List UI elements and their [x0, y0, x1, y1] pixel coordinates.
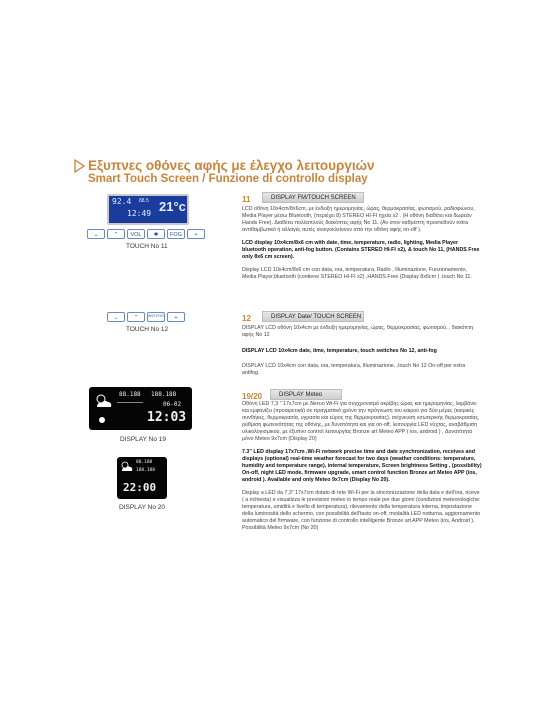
paragraph-italian: Display a LED da 7,3" 17x7cm dotato di rete Wi-Fi per la sincronizzazione della data e dell'ora, riceve ( a richiesta) e visualizza le previsioni meteo in tempo reale per due giorni (condizioni meteorologiche: temperatura, umidità e livello di temperatura), rilevamento della temperatura interna, impostazione della luminosità dello schermo, con possibilità dell'tasto on-off, modalità LED notturna, aggiornamento automatico del firmware, con funzione di controllo intelligente Bronze art APP Meteo (ios, Android ). Possibilità Meteo 9x7cm (No 20) [242, 490, 481, 531]
section-header-11: DISPLAY FM/TOUCH SCREEN [262, 192, 364, 203]
paragraph-italian: Display LCD 10x4cm/8x6 cm con data, ora, temperatura, Radio , Illuminazione, Funzionamento, Media Player,bluetooth (contiene STEREO HI-FI x2) ,HANDS Free (Display 8x6cm ) .touch No 11. [242, 267, 472, 280]
volume-button[interactable]: VOL [127, 229, 145, 239]
down-button[interactable]: ⌄ [107, 312, 125, 322]
caption-display-20: DISPLAY No 20 [118, 504, 165, 511]
paragraph-greek: DISPLAY LCD οθόνη 10x4cm με ένδειξη ημερομηνίας, ώρας, θερμοκρασίας, φωτισμού, , διακόπτη αφής Νο 12 [242, 325, 474, 338]
paragraph-greek: LCD οθόνη 10x4cm/8x6cm, με ένδειξη ημερομηνίας, ώρας, θερμοκρασίας, φωτισμού, ραδιοφώνου, Media Player μέσω Bluetooth, (περιέχει 8) STEREO HI-FI ηχεία x2 . (Η οθόνη διαθέτει και δωρεάν Hands Free). Διαθέτει πολλαπλούς διακόπτες αφής Νο 11. (Αν στον καθρέπτη προστεθούν extra αντιθαμβωτικό ή αλλαγές αυτές ανοιγοκλείνουν από την οθόνη αφής on-off ). [242, 206, 475, 233]
section-number-19-20: 19/20 [242, 392, 263, 401]
paragraph-english: DISPLAY LCD 10x4cm date, time, temperature, touch switches No 12, anti-fog [242, 348, 437, 354]
lcd-divider [117, 402, 143, 403]
page-title-english: Smart Touch Screen / Funzione di controllo display [88, 173, 368, 185]
bluetooth-button[interactable]: ✱ [147, 229, 165, 239]
lcd-time: 12:03 [147, 410, 187, 425]
fog-button[interactable]: FOG [167, 229, 185, 239]
lcd-display-11 [107, 194, 189, 225]
anti-fog-button[interactable]: ANT-FOG [147, 312, 165, 322]
section-header-19-20: DISPLAY Meteo [270, 389, 342, 400]
down-button[interactable]: ⌄ [87, 229, 105, 239]
lcd-display-19 [89, 387, 192, 430]
section-number-12: 12 [242, 314, 251, 323]
weather-sun-icon [96, 414, 108, 426]
lcd-small-value: 88.5 [139, 198, 149, 204]
caption-touch-12: TOUCH No 12 [126, 326, 169, 333]
lcd-temp-2: 188.188 [136, 468, 155, 473]
lcd-time: 12:49 [127, 209, 152, 218]
paragraph-greek: Οθόνη LED 7,3 " 17x7cm με δίκτυο Wi-Fi για συγχρονισμό ακρίβής ώρας και ημερομηνίας, λαμβάνει και εμφανίζει (προαιρετικά) σε πραγματικό χρόνο την πρόγνωση του καιρού για δύο μέρες (καιρικές συνθήκες, θερμοκρασία, υγρασία και εύρος της θερμοκρασίας), ανίχνευση εσωτερικής θερμοκρασίας, ρύθμιση φωτεινότητας της οθόνης, με δυνατότητα και για on-off, λειτουργία LED νύχτας, αναβάθμιση υλικολογισμικού, με έξυπνο control λειτουργίας Bronze art Meteo APP ( ios, android ) , Δυνατότητα μόνο Meteo 9x7cm (Display 20) [242, 401, 480, 442]
up-button[interactable]: ⌃ [107, 229, 125, 239]
section-header-12: DISPLAY Date/ TOUCH SCREEN [262, 311, 364, 322]
lcd-top-left: 92.4 [112, 197, 132, 206]
paragraph-english: 7.3" LED display 17x7cm ,Wi-Fi network precise time and date synchronization, receives and displays (optional) real-time weather forecast for two days (weather conditions: temperature, humidity and temperature range), internal temperature, Screen brightness Setting , (possibility) On-off, night LED mode, firmware upgrade, smart control function Bronze art Meteo APP (ios, android ). Available and only Meteo 9x7cm (Display No 20). [242, 449, 482, 483]
lcd-time: 22:00 [123, 481, 157, 494]
paragraph-english: LCD display 10x4cm/8x6 cm with date, time, temperature, radio, lighting, Media Player bluetooth operation, anti-fog button. (Contains STEREO HI-FI x2), & touch No 11, (HANDS Free only 8x6 cm screen). [242, 240, 480, 260]
caption-display-19: DISPLAY No 19 [119, 436, 166, 443]
plus-button[interactable]: + [167, 312, 185, 322]
weather-cloud-icon [94, 392, 114, 412]
lcd-temperature: 21°c [159, 199, 186, 214]
weather-cloud-icon [120, 460, 134, 474]
lcd-date: 06-02 [163, 401, 182, 408]
up-button[interactable]: ⌃ [127, 312, 145, 322]
section-number-11: 11 [242, 195, 251, 204]
lcd-temp-1: 88.188 [119, 391, 141, 398]
page-title-greek: Εξυπνες οθόνες αφής με έλεγχο λειτουργιών [88, 158, 375, 173]
lcd-temp-2: 188.188 [151, 391, 177, 398]
lcd-display-20 [117, 457, 167, 499]
caption-touch-11: TOUCH No 11 [126, 243, 168, 250]
paragraph-italian: DISPLAY LCD 10x4cm con data, ora, temperatura, Illuminazione, ,touch No 12 On-off per extra antifog. [242, 363, 466, 376]
lcd-temp-1: 88.188 [136, 460, 153, 465]
plus-button[interactable]: + [187, 229, 205, 239]
play-arrow-icon [74, 159, 85, 173]
